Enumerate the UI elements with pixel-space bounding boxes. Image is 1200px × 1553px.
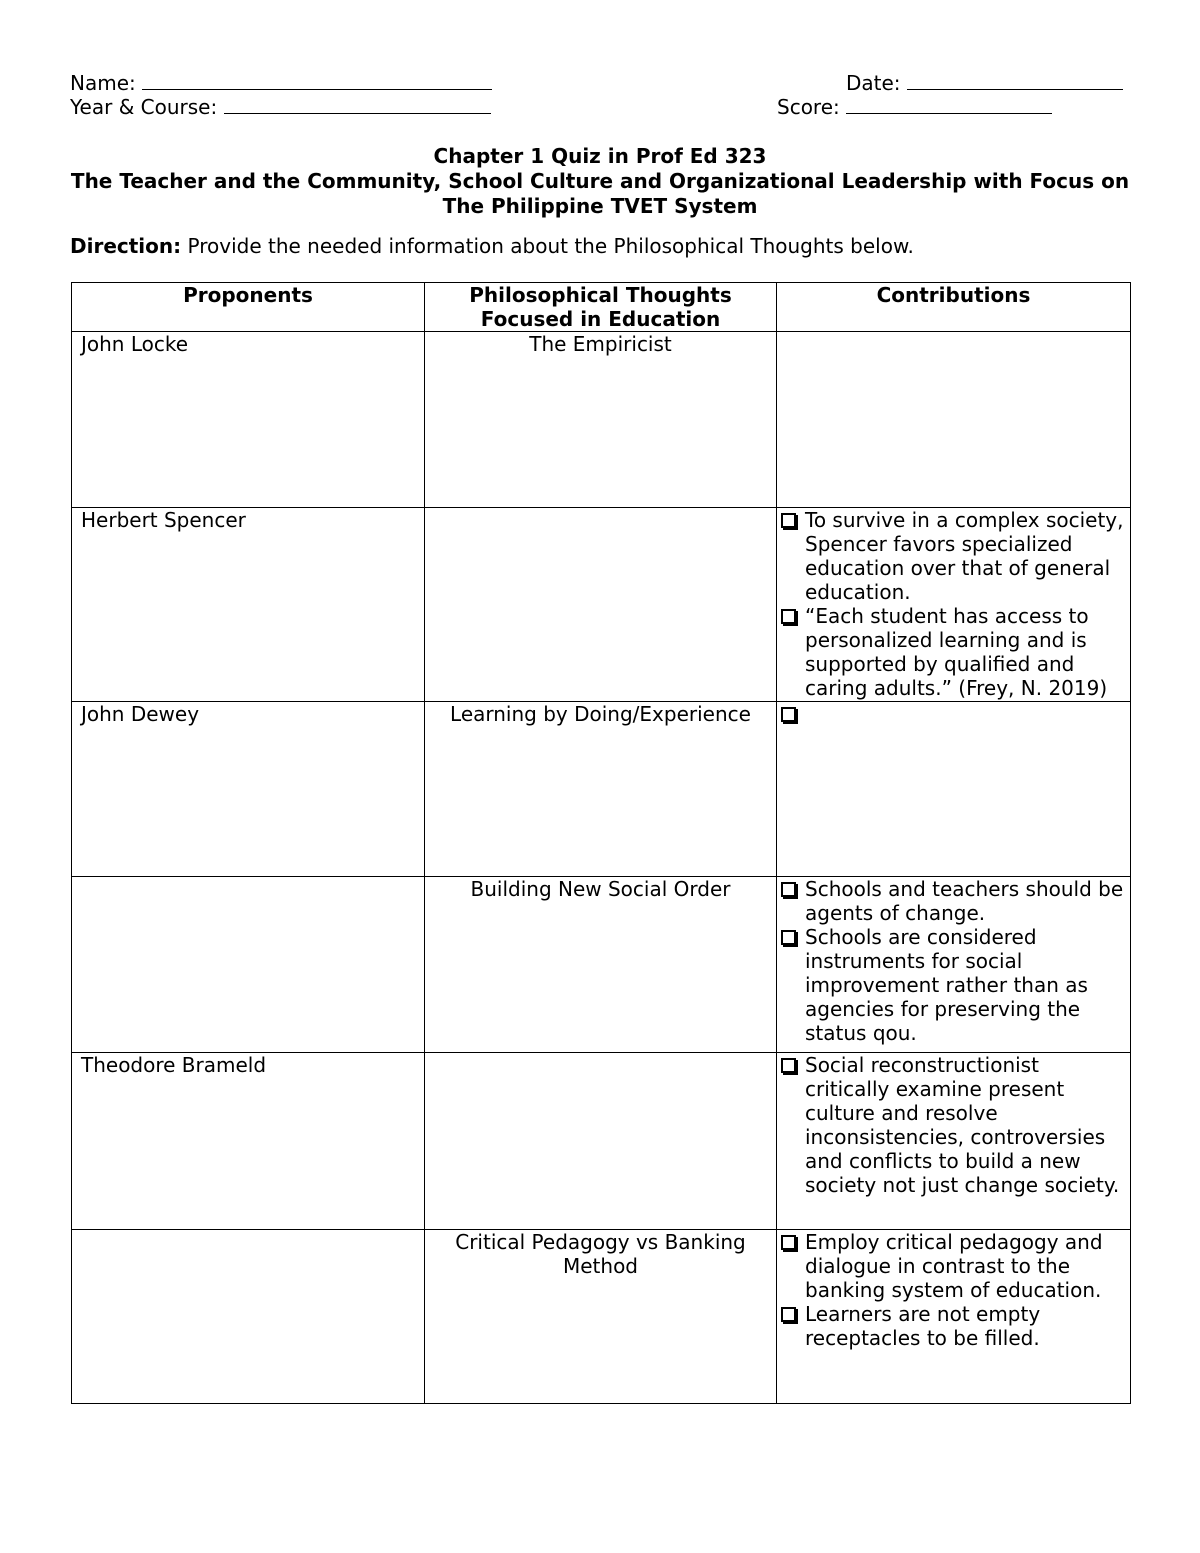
- thought-cell[interactable]: [425, 1053, 777, 1230]
- quiz-title: Chapter 1 Quiz in Prof Ed 323: [433, 144, 767, 168]
- date-label: Date:: [846, 71, 901, 95]
- header-philosophical-thoughts: Philosophical Thoughts Focused in Education: [425, 283, 777, 332]
- checkbox-icon: [781, 1058, 796, 1073]
- proponent-cell[interactable]: Herbert Spencer: [72, 508, 425, 702]
- score-field-row: [777, 94, 1052, 119]
- contributions-cell[interactable]: [777, 702, 1131, 877]
- proponent-cell[interactable]: [72, 877, 425, 1053]
- checkbox-icon: [781, 930, 796, 945]
- document-title: [60, 144, 1140, 219]
- contribution-item: [779, 702, 1126, 726]
- score-blank[interactable]: [846, 94, 1052, 114]
- header-contributions: Contributions: [777, 283, 1131, 332]
- contribution-item: Schools and teachers should be agents of change.: [779, 877, 1126, 925]
- proponent-cell[interactable]: John Locke: [72, 332, 425, 508]
- contributions-cell[interactable]: [777, 1230, 1131, 1404]
- proponent-cell[interactable]: Theodore Brameld: [72, 1053, 425, 1230]
- checkbox-icon: [781, 1235, 796, 1250]
- score-label: Score:: [777, 95, 840, 119]
- year-course-field-row: [70, 94, 491, 119]
- checkbox-icon: [781, 707, 796, 722]
- table-row: [72, 508, 1131, 702]
- contribution-item: Learners are not empty receptacles to be filled.: [779, 1302, 1126, 1350]
- course-title: The Teacher and the Community, School Culture and Organizational Leadership with Focus on The Philippine TVET System: [70, 169, 1130, 218]
- contribution-item: “Each student has access to personalized learning and is supported by qualified and caring adults.” (Frey, N. 2019): [779, 604, 1126, 700]
- table-row: [72, 1230, 1131, 1404]
- checkbox-icon: [781, 513, 796, 528]
- thought-cell[interactable]: Critical Pedagogy vs Banking Method: [425, 1230, 777, 1404]
- thought-cell[interactable]: [425, 508, 777, 702]
- thought-cell[interactable]: The Empiricist: [425, 332, 777, 508]
- contributions-cell[interactable]: [777, 332, 1131, 508]
- header-proponents: Proponents: [72, 283, 425, 332]
- table-row: [72, 1053, 1131, 1230]
- contributions-cell[interactable]: [777, 508, 1131, 702]
- contribution-item: To survive in a complex society, Spencer favors specialized education over that of general education.: [779, 508, 1126, 604]
- table-row: [72, 332, 1131, 508]
- contribution-item: Schools are considered instruments for social improvement rather than as agencies for preserving the status qou.: [779, 925, 1126, 1045]
- table-header-row: [72, 283, 1131, 332]
- year-course-blank[interactable]: [224, 94, 491, 114]
- proponent-cell[interactable]: [72, 1230, 425, 1404]
- name-field-row: [70, 70, 492, 95]
- checkbox-icon: [781, 882, 796, 897]
- name-label: Name:: [70, 71, 136, 95]
- direction-label: Direction:: [70, 234, 182, 258]
- date-field-row: [846, 70, 1123, 95]
- year-course-label: Year & Course:: [70, 95, 218, 119]
- contribution-item: Employ critical pedagogy and dialogue in contrast to the banking system of education.: [779, 1230, 1126, 1302]
- philosophical-thoughts-table: [71, 282, 1131, 1404]
- thought-cell[interactable]: Building New Social Order: [425, 877, 777, 1053]
- date-blank[interactable]: [907, 70, 1123, 90]
- contributions-cell[interactable]: [777, 877, 1131, 1053]
- contributions-cell[interactable]: [777, 1053, 1131, 1230]
- table-row: [72, 702, 1131, 877]
- checkbox-icon: [781, 1307, 796, 1322]
- table-row: [72, 877, 1131, 1053]
- thought-cell[interactable]: Learning by Doing/Experience: [425, 702, 777, 877]
- proponent-cell[interactable]: John Dewey: [72, 702, 425, 877]
- contribution-item: Social reconstructionist critically examine present culture and resolve inconsistencies, controversies and conflicts to build a new society not just change society.: [779, 1053, 1126, 1197]
- direction: [70, 234, 914, 258]
- checkbox-icon: [781, 609, 796, 624]
- name-blank[interactable]: [142, 70, 492, 90]
- direction-text: Provide the needed information about the Philosophical Thoughts below.: [181, 234, 914, 258]
